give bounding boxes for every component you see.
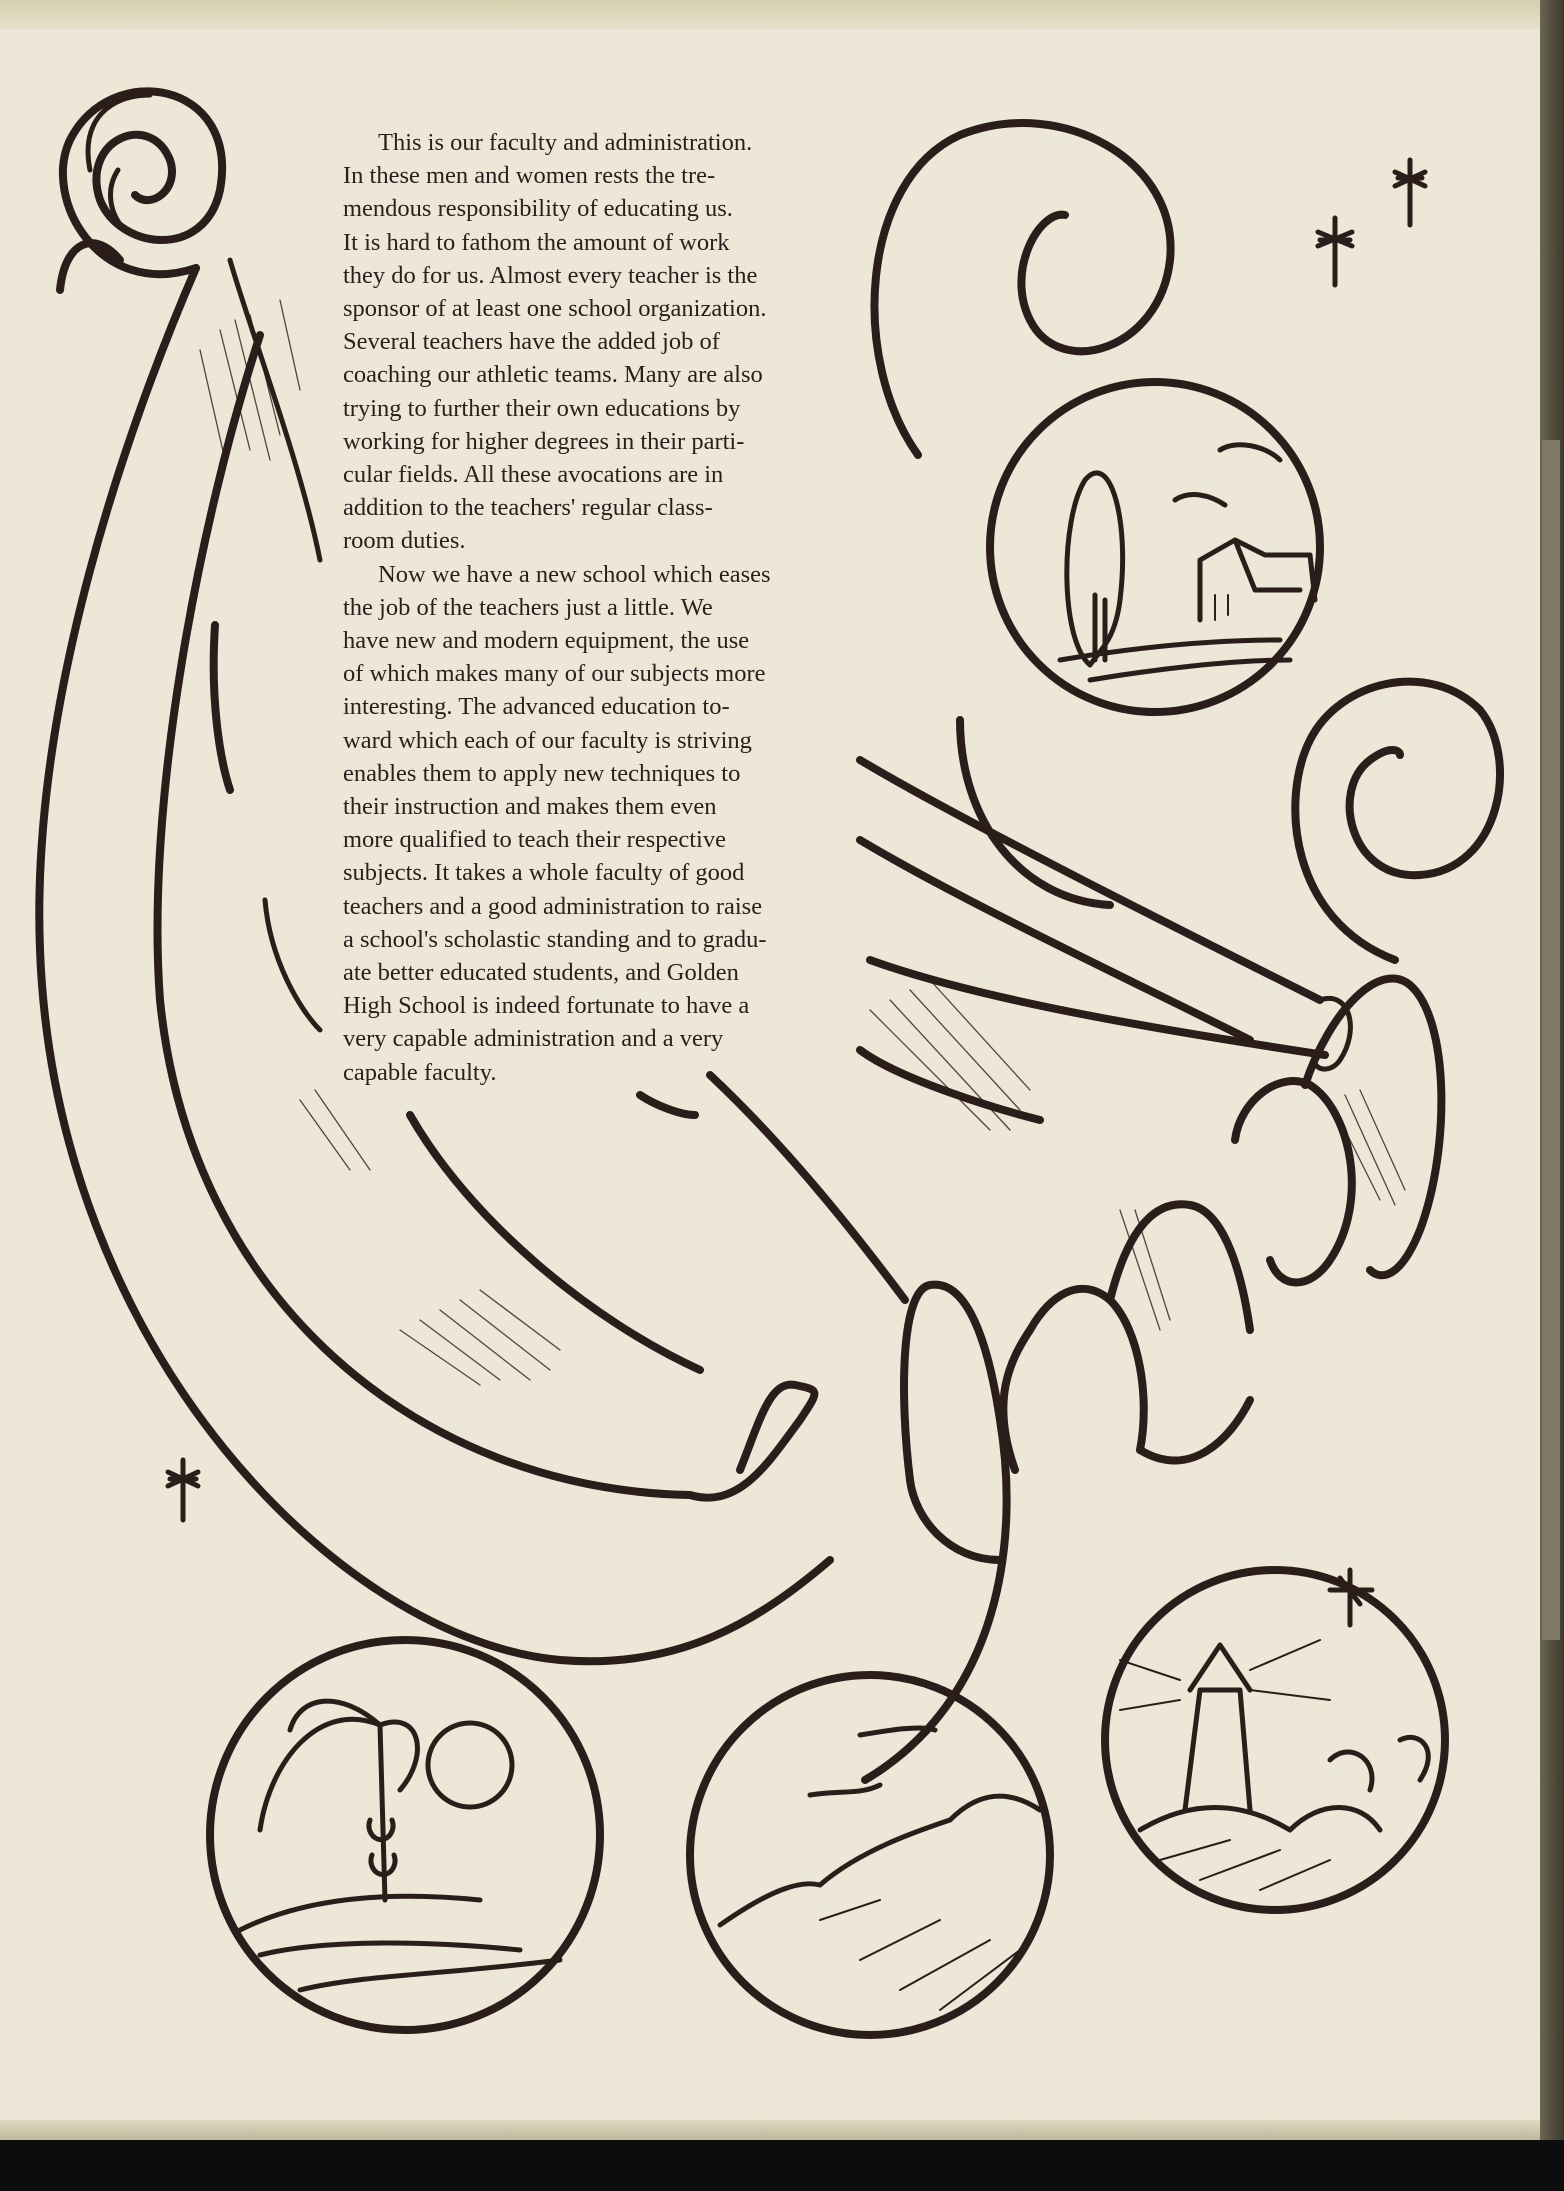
farmhouse-scene xyxy=(990,382,1320,712)
faculty-introduction-text xyxy=(343,126,863,1089)
paragraph-new-school: Now we have a new school which eases the job of the teachers just a little. We have new and modern equipment, the use of which makes many of our subjects more interesting. The advanced education to- ward which each of our faculty is striving enables them to apply new techniques to their instruction and makes them even more qualified to teach their respective subjects. It takes a whole faculty of good teachers and a good administration to raise a school's scholastic standing and to gradu- ate better educated students, and Golden High School is indeed fortunate to have a very capable administration and a very capable faculty. xyxy=(343,560,771,1086)
page-bottom-edge xyxy=(0,2120,1540,2140)
paragraph-faculty-duties: This is our faculty and administration. In these men and women rests the tre- mendous responsibility of educating us. It is hard to fathom the amount of work they do for us. Almost every teacher is the sponsor of at least one school organization. Several teachers have the added job of coaching our athletic teams. Many are also trying to further their own educations by working for higher degrees in their parti- cular fields. All these avocations are in addition to the teachers' regular class- room duties. xyxy=(343,129,767,555)
mountain-scene xyxy=(690,1675,1050,2035)
spiral-swirl xyxy=(874,123,1500,960)
book-spine-strip xyxy=(1542,440,1560,1640)
palm-island-scene xyxy=(210,1640,600,2030)
scan-bottom-shadow xyxy=(0,2140,1564,2191)
lighthouse-scene xyxy=(1105,1570,1445,1910)
